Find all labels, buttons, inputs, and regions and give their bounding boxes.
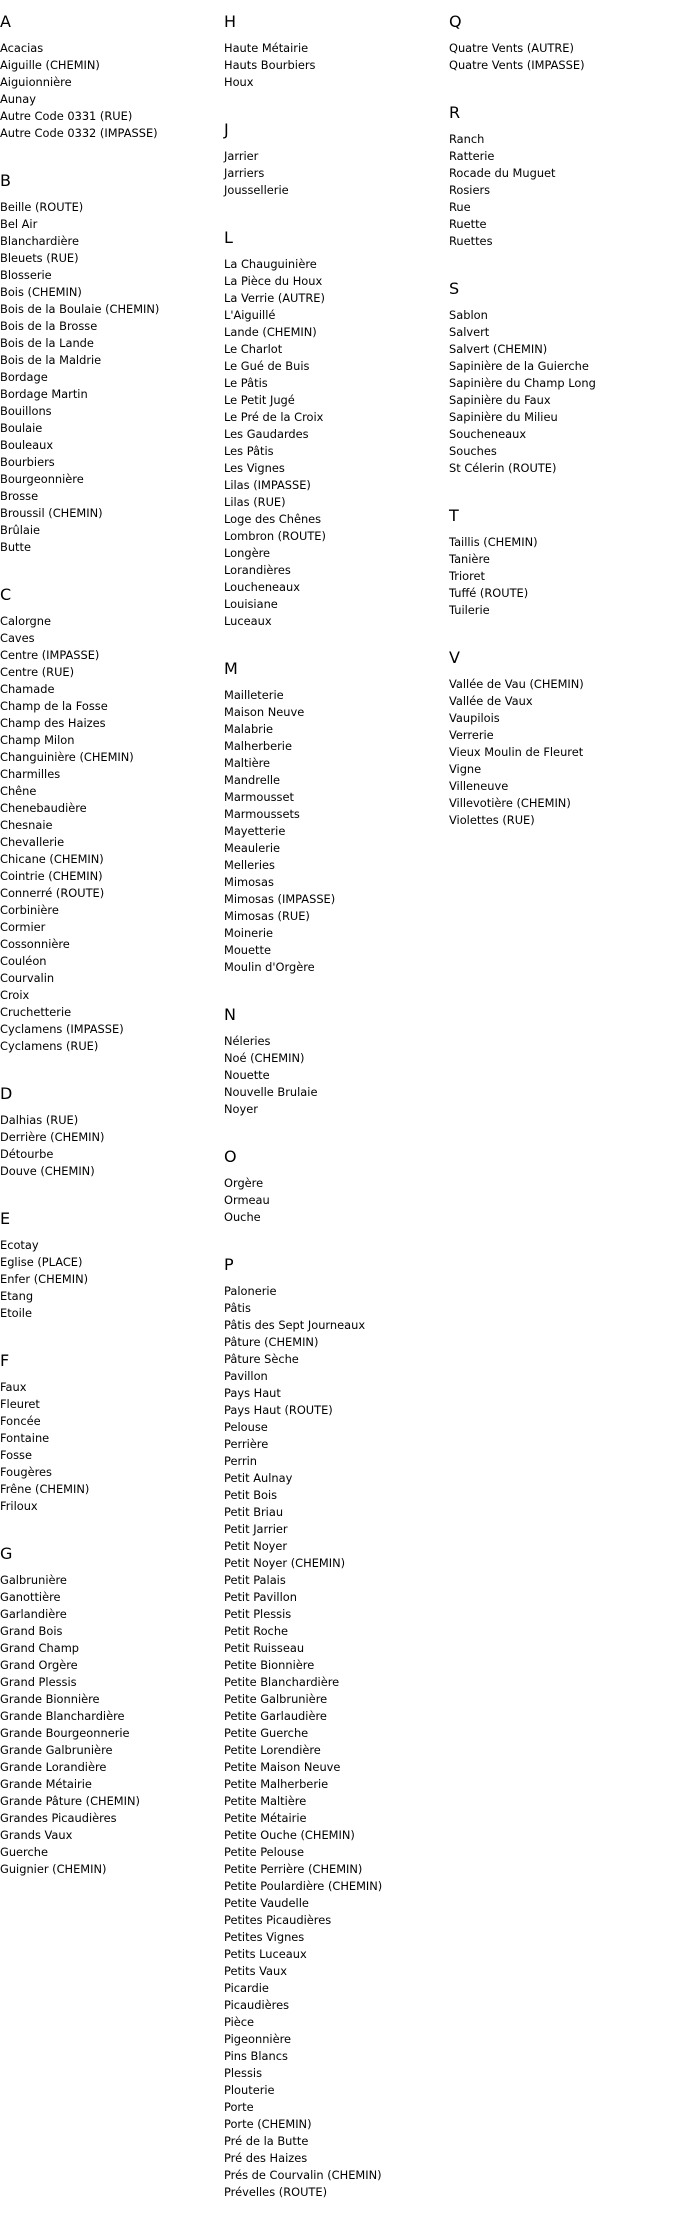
street-name: Bordage — [0, 370, 48, 384]
letter-heading: T — [449, 506, 459, 525]
street-name: Autre Code 0331 (RUE) — [0, 109, 133, 123]
street-name: Bouleaux — [0, 438, 54, 452]
street-name: Blosserie — [0, 268, 52, 282]
street-name: Malherberie — [224, 739, 292, 753]
street-name: Lilas (IMPASSE) — [224, 478, 311, 492]
street-name: Melleries — [224, 858, 275, 872]
letter-section — [0, 1083, 220, 1180]
street-name: Perrin — [224, 1454, 258, 1468]
street-name: Vieux Moulin de Fleuret — [449, 745, 584, 759]
street-name: Petit Aulnay — [224, 1471, 293, 1485]
street-name: Sapinière du Faux — [449, 393, 551, 407]
street-name: Enfer (CHEMIN) — [0, 1272, 89, 1286]
letter-heading: V — [449, 648, 460, 667]
column-2 — [224, 11, 444, 2229]
street-name: Salvert — [449, 325, 490, 339]
street-name: Boulaie — [0, 421, 43, 435]
letter-section — [0, 1208, 220, 1322]
street-name: Loucheneaux — [224, 580, 300, 594]
street-name: Pré de la Butte — [224, 2134, 309, 2148]
street-name: Petit Palais — [224, 1573, 286, 1587]
letter-section — [0, 1350, 220, 1515]
street-name: Soucheneaux — [449, 427, 527, 441]
street-name: Fleuret — [0, 1397, 40, 1411]
street-name: Meaulerie — [224, 841, 281, 855]
street-name: Noé (CHEMIN) — [224, 1051, 305, 1065]
letter-section — [0, 1543, 220, 1878]
street-name: Brosse — [0, 489, 39, 503]
street-name: Ruette — [449, 217, 487, 231]
street-name: Grande Blanchardière — [0, 1709, 125, 1723]
street-name: Petit Jarrier — [224, 1522, 288, 1536]
letter-heading: F — [0, 1351, 10, 1370]
street-name: Mimosas (RUE) — [224, 909, 310, 923]
street-name: Bouillons — [0, 404, 52, 418]
street-name: Petite Ouche (CHEMIN) — [224, 1828, 355, 1842]
letter-section — [224, 11, 444, 91]
street-name: Croix — [0, 988, 30, 1002]
street-name: Petit Bois — [224, 1488, 278, 1502]
street-name: Jarrier — [224, 149, 259, 163]
street-name: Chêne — [0, 784, 37, 798]
street-name: Lombron (ROUTE) — [224, 529, 326, 543]
letter-heading: P — [224, 1255, 234, 1274]
street-name: Ratterie — [449, 149, 495, 163]
letter-heading: C — [0, 585, 12, 604]
street-name: Pigeonnière — [224, 2032, 292, 2046]
street-name: Ouche — [224, 1210, 261, 1224]
street-name: Moinerie — [224, 926, 274, 940]
street-name: Calorgne — [0, 614, 52, 628]
street-name: Sapinière du Milieu — [449, 410, 558, 424]
street-name: Petites Vignes — [224, 1930, 305, 1944]
street-name: Centre (IMPASSE) — [0, 648, 100, 662]
street-name: Pays Haut (ROUTE) — [224, 1403, 333, 1417]
street-name: Petite Guerche — [224, 1726, 309, 1740]
street-name: Lande (CHEMIN) — [224, 325, 317, 339]
street-name: Jarriers — [224, 166, 265, 180]
street-name: Sapinière du Champ Long — [449, 376, 596, 390]
letter-heading: L — [224, 228, 233, 247]
street-list — [449, 131, 669, 250]
street-name: Rocade du Muguet — [449, 166, 556, 180]
street-name: Souches — [449, 444, 497, 458]
street-name: Plouterie — [224, 2083, 275, 2097]
street-name: Louisiane — [224, 597, 278, 611]
letter-section — [224, 1004, 444, 1118]
street-name: Cossonnière — [0, 937, 70, 951]
street-name: Rue — [449, 200, 471, 214]
street-name: Butte — [0, 540, 31, 554]
letter-section — [449, 647, 669, 829]
street-name: Fougères — [0, 1465, 52, 1479]
street-name: Grand Plessis — [0, 1675, 77, 1689]
street-name: Aunay — [0, 92, 36, 106]
street-name: Taillis (CHEMIN) — [449, 535, 538, 549]
street-list — [0, 1379, 220, 1515]
street-list — [0, 1237, 220, 1322]
street-name: Grand Bois — [0, 1624, 63, 1638]
street-name: Bourgeonnière — [0, 472, 84, 486]
street-name: Hauts Bourbiers — [224, 58, 316, 72]
street-list — [224, 40, 444, 91]
street-name: Tuilerie — [449, 603, 490, 617]
street-name: Bois de la Brosse — [0, 319, 98, 333]
street-name: Plessis — [224, 2066, 263, 2080]
street-name: Pièce — [224, 2015, 255, 2029]
street-name: Chicane (CHEMIN) — [0, 852, 104, 866]
street-name: Tuffé (ROUTE) — [449, 586, 529, 600]
letter-section — [449, 505, 669, 619]
street-name: Bourbiers — [0, 455, 55, 469]
street-name: Etoile — [0, 1306, 32, 1320]
street-name: Maltière — [224, 756, 271, 770]
letter-section — [224, 658, 444, 976]
street-name: Ganottière — [0, 1590, 61, 1604]
street-name: Petit Noyer — [224, 1539, 288, 1553]
letter-heading: M — [224, 659, 238, 678]
street-name: Champ Milon — [0, 733, 75, 747]
street-name: La Pièce du Houx — [224, 274, 323, 288]
street-name: Villevotière (CHEMIN) — [449, 796, 571, 810]
street-list — [0, 40, 220, 142]
street-name: Mandrelle — [224, 773, 281, 787]
street-list — [224, 1175, 444, 1226]
street-name: Guerche — [0, 1845, 48, 1859]
street-name: Douve (CHEMIN) — [0, 1164, 95, 1178]
street-name: Luceaux — [224, 614, 272, 628]
street-name: Petite Métairie — [224, 1811, 307, 1825]
street-name: Pavillon — [224, 1369, 268, 1383]
street-name: Grande Pâture (CHEMIN) — [0, 1794, 140, 1808]
street-name: Vigne — [449, 762, 482, 776]
street-name: Pays Haut — [224, 1386, 281, 1400]
street-name: Petite Poulardière (CHEMIN) — [224, 1879, 383, 1893]
street-name: Grands Vaux — [0, 1828, 73, 1842]
street-name: Centre (RUE) — [0, 665, 75, 679]
street-name: Vallée de Vaux — [449, 694, 533, 708]
street-name: Pâture Sèche — [224, 1352, 299, 1366]
letter-section — [224, 1254, 444, 2201]
street-name: Courvalin — [0, 971, 55, 985]
street-name: Marmousset — [224, 790, 294, 804]
street-name: Détourbe — [0, 1147, 54, 1161]
letter-heading: O — [224, 1147, 237, 1166]
street-name: Marmoussets — [224, 807, 300, 821]
street-name: Trioret — [449, 569, 486, 583]
street-name: Malabrie — [224, 722, 274, 736]
street-name: Cruchetterie — [0, 1005, 72, 1019]
street-name: Lorandières — [224, 563, 291, 577]
street-name: Houx — [224, 75, 254, 89]
street-name: La Chauguinière — [224, 257, 317, 271]
street-name: Petite Blanchardière — [224, 1675, 340, 1689]
street-name: Chenebaudière — [0, 801, 87, 815]
street-name: Porte — [224, 2100, 254, 2114]
street-list — [0, 199, 220, 556]
street-name: Guignier (CHEMIN) — [0, 1862, 107, 1876]
street-name: Champ de la Fosse — [0, 699, 108, 713]
column-1 — [0, 11, 220, 1906]
street-name: Violettes (RUE) — [449, 813, 535, 827]
letter-heading: G — [0, 1544, 13, 1563]
street-name: Petite Bionnière — [224, 1658, 315, 1672]
street-list — [0, 1572, 220, 1878]
street-name: Petite Lorendière — [224, 1743, 321, 1757]
street-name: Cyclamens (IMPASSE) — [0, 1022, 124, 1036]
street-name: Petit Noyer (CHEMIN) — [224, 1556, 346, 1570]
street-name: La Verrie (AUTRE) — [224, 291, 325, 305]
street-name: Autre Code 0332 (IMPASSE) — [0, 126, 158, 140]
street-list — [449, 40, 669, 74]
street-name: Faux — [0, 1380, 27, 1394]
street-name: Broussil (CHEMIN) — [0, 506, 103, 520]
letter-heading: E — [0, 1209, 11, 1228]
street-name: Pâtis des Sept Journeaux — [224, 1318, 366, 1332]
street-name: Pâture (CHEMIN) — [224, 1335, 319, 1349]
letter-section — [224, 119, 444, 199]
street-name: Picaudières — [224, 1998, 290, 2012]
street-name: Le Charlot — [224, 342, 283, 356]
street-name: Nouvelle Brulaie — [224, 1085, 318, 1099]
street-name: Petites Picaudières — [224, 1913, 332, 1927]
street-name: Etang — [0, 1289, 34, 1303]
street-list — [224, 687, 444, 976]
street-name: Ormeau — [224, 1193, 270, 1207]
street-name: Longère — [224, 546, 271, 560]
street-name: Cointrie (CHEMIN) — [0, 869, 103, 883]
street-name: Charmilles — [0, 767, 61, 781]
street-name: Couléon — [0, 954, 47, 968]
street-name: L'Aiguillé — [224, 308, 276, 322]
street-name: Mimosas (IMPASSE) — [224, 892, 336, 906]
letter-section — [224, 1146, 444, 1226]
street-name: Changuinière (CHEMIN) — [0, 750, 134, 764]
letter-heading: R — [449, 103, 461, 122]
street-name: Bois (CHEMIN) — [0, 285, 82, 299]
street-name: Cyclamens (RUE) — [0, 1039, 99, 1053]
street-name: Ecotay — [0, 1238, 39, 1252]
street-name: Palonerie — [224, 1284, 277, 1298]
street-list — [224, 148, 444, 199]
street-name: Sapinière de la Guierche — [449, 359, 589, 373]
street-list — [224, 256, 444, 630]
street-name: Les Vignes — [224, 461, 285, 475]
street-name: Moulin d'Orgère — [224, 960, 315, 974]
street-name: Mailleterie — [224, 688, 284, 702]
street-name: Grande Lorandière — [0, 1760, 107, 1774]
street-name: Pelouse — [224, 1420, 268, 1434]
street-name: Vaupilois — [449, 711, 500, 725]
street-name: Rosiers — [449, 183, 491, 197]
letter-heading: N — [224, 1005, 236, 1024]
street-list — [449, 307, 669, 477]
street-name: Caves — [0, 631, 35, 645]
street-name: Mayetterie — [224, 824, 286, 838]
street-list — [224, 1033, 444, 1118]
street-name: Fosse — [0, 1448, 32, 1462]
street-name: Champ des Haizes — [0, 716, 106, 730]
street-name: Grand Orgère — [0, 1658, 78, 1672]
column-3 — [449, 11, 669, 857]
street-name: Bois de la Lande — [0, 336, 94, 350]
street-name: Eglise (PLACE) — [0, 1255, 83, 1269]
street-name: Pins Blancs — [224, 2049, 288, 2063]
street-name: Ruettes — [449, 234, 493, 248]
letter-section — [224, 227, 444, 630]
street-name: Petits Luceaux — [224, 1947, 307, 1961]
street-name: Sablon — [449, 308, 488, 322]
street-name: Grande Métairie — [0, 1777, 92, 1791]
letter-section — [0, 170, 220, 556]
letter-heading: J — [224, 120, 229, 139]
street-name: Frêne (CHEMIN) — [0, 1482, 90, 1496]
street-name: Prés de Courvalin (CHEMIN) — [224, 2168, 382, 2182]
street-name: Grandes Picaudières — [0, 1811, 117, 1825]
street-name: St Célerin (ROUTE) — [449, 461, 557, 475]
street-name: Aiguionnière — [0, 75, 72, 89]
street-name: Bel Air — [0, 217, 38, 231]
street-name: Garlandière — [0, 1607, 67, 1621]
street-name: Les Pâtis — [224, 444, 274, 458]
street-list — [449, 676, 669, 829]
street-name: Derrière (CHEMIN) — [0, 1130, 105, 1144]
street-name: Petite Maltière — [224, 1794, 307, 1808]
street-name: Quatre Vents (IMPASSE) — [449, 58, 585, 72]
street-name: Salvert (CHEMIN) — [449, 342, 548, 356]
street-name: Foncée — [0, 1414, 41, 1428]
street-name: Porte (CHEMIN) — [224, 2117, 312, 2131]
street-name: Dalhias (RUE) — [0, 1113, 79, 1127]
street-name: Grande Bionnière — [0, 1692, 100, 1706]
street-name: Cormier — [0, 920, 46, 934]
street-name: Aiguille (CHEMIN) — [0, 58, 100, 72]
street-name: Le Pâtis — [224, 376, 268, 390]
street-name: Le Gué de Buis — [224, 359, 310, 373]
street-name: Bleuets (RUE) — [0, 251, 79, 265]
letter-heading: S — [449, 279, 460, 298]
street-name: Maison Neuve — [224, 705, 305, 719]
street-name: Acacias — [0, 41, 44, 55]
letter-heading: H — [224, 12, 237, 31]
street-name: Grande Bourgeonnerie — [0, 1726, 130, 1740]
street-name: Petite Vaudelle — [224, 1896, 309, 1910]
street-name: Chevallerie — [0, 835, 65, 849]
street-name: Brûlaie — [0, 523, 41, 537]
street-name: Bois de la Maldrie — [0, 353, 102, 367]
street-name: Pré des Haizes — [224, 2151, 308, 2165]
street-name: Grand Champ — [0, 1641, 80, 1655]
street-list — [224, 1283, 444, 2201]
street-name: Bordage Martin — [0, 387, 88, 401]
street-name: Petit Plessis — [224, 1607, 292, 1621]
street-name: Ranch — [449, 132, 485, 146]
street-name: Mouette — [224, 943, 271, 957]
street-name: Petite Malherberie — [224, 1777, 329, 1791]
street-name: Loge des Chênes — [224, 512, 322, 526]
street-name: Lilas (RUE) — [224, 495, 286, 509]
street-name: Grande Galbrunière — [0, 1743, 113, 1757]
street-name: Néleries — [224, 1034, 271, 1048]
letter-heading: A — [0, 12, 11, 31]
letter-section — [0, 584, 220, 1055]
street-name: Joussellerie — [224, 183, 289, 197]
street-name: Petite Perrière (CHEMIN) — [224, 1862, 363, 1876]
street-name: Corbinière — [0, 903, 59, 917]
street-name: Vallée de Vau (CHEMIN) — [449, 677, 584, 691]
street-name: Pâtis — [224, 1301, 251, 1315]
street-name: Verrerie — [449, 728, 494, 742]
street-name: Haute Métairie — [224, 41, 309, 55]
street-name: Mimosas — [224, 875, 274, 889]
street-name: Friloux — [0, 1499, 38, 1513]
street-name: Villeneuve — [449, 779, 509, 793]
street-name: Beille (ROUTE) — [0, 200, 84, 214]
street-name: Perrière — [224, 1437, 269, 1451]
street-name: Picardie — [224, 1981, 269, 1995]
street-name: Prévelles (ROUTE) — [224, 2185, 328, 2199]
street-name: Petit Pavillon — [224, 1590, 297, 1604]
street-name: Le Pré de la Croix — [224, 410, 324, 424]
letter-heading: Q — [449, 12, 462, 31]
street-name: Chesnaie — [0, 818, 53, 832]
letter-section — [0, 11, 220, 142]
letter-heading: B — [0, 171, 11, 190]
street-name: Petite Galbrunière — [224, 1692, 328, 1706]
street-name: Orgère — [224, 1176, 264, 1190]
street-name: Petit Ruisseau — [224, 1641, 305, 1655]
letter-section — [449, 102, 669, 250]
street-name: Bois de la Boulaie (CHEMIN) — [0, 302, 160, 316]
street-name: Tanière — [449, 552, 490, 566]
street-list — [0, 613, 220, 1055]
letter-section — [449, 11, 669, 74]
street-name: Galbrunière — [0, 1573, 67, 1587]
street-name: Le Petit Jugé — [224, 393, 295, 407]
street-name: Petite Garlaudière — [224, 1709, 327, 1723]
street-name: Nouette — [224, 1068, 270, 1082]
street-name: Petits Vaux — [224, 1964, 287, 1978]
letter-section — [449, 278, 669, 477]
street-name: Petit Roche — [224, 1624, 289, 1638]
street-name: Connerré (ROUTE) — [0, 886, 105, 900]
street-list — [449, 534, 669, 619]
street-name: Chamade — [0, 682, 55, 696]
street-name: Fontaine — [0, 1431, 50, 1445]
street-name: Noyer — [224, 1102, 258, 1116]
street-list — [0, 1112, 220, 1180]
street-name: Blanchardière — [0, 234, 79, 248]
letter-heading: D — [0, 1084, 13, 1103]
street-name: Les Gaudardes — [224, 427, 309, 441]
street-name: Petite Pelouse — [224, 1845, 304, 1859]
street-name: Petit Briau — [224, 1505, 284, 1519]
street-name: Quatre Vents (AUTRE) — [449, 41, 574, 55]
street-name: Petite Maison Neuve — [224, 1760, 341, 1774]
